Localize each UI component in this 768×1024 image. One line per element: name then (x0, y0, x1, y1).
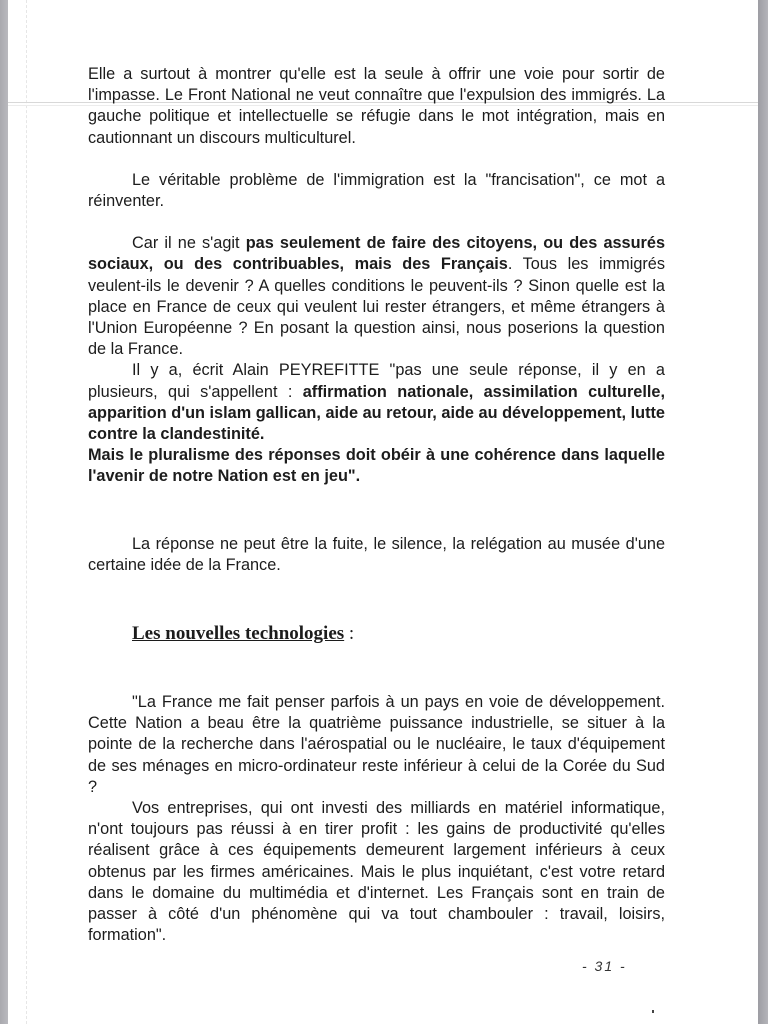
viewer-right-scrollbar[interactable] (758, 0, 768, 1024)
section-heading-suffix: : (344, 623, 355, 645)
paragraph-quote-entreprises: Vos entreprises, qui ont investi des milliards en matériel informatique, n'ont toujours pas réussi à en tirer profit : les gains de productivité qu'elles réalisent grâce à ces équipements demeurent largement inférieurs à ceux obtenus par les firmes américaines. Mais le plus inquiétant, c'est votre retard dans le domaine du multimédia et d'internet. Les Français sont en train de passer à côté d'un phénomène qui va tout chambouler : travail, loisirs, formation". (88, 799, 665, 945)
scan-guide-line-vertical (26, 0, 27, 1024)
paragraph-citizens (88, 233, 665, 360)
paragraph-francisation: Le véritable problème de l'immigration est la "francisation", ce mot a réinventer. (88, 170, 665, 211)
paragraph-peyrefitte-lead: Il y a, écrit Alain PEYREFITTE "pas une seule réponse, il y en a plusieurs, qui s'appellent : (88, 361, 665, 401)
paragraph-peyrefitte (88, 360, 665, 445)
section-heading (88, 622, 665, 646)
document-page (88, 64, 665, 947)
paragraph-reponse: La réponse ne peut être la fuite, le silence, la relégation au musée d'une certaine idée de la France. (88, 534, 665, 574)
section-heading-title: Les nouvelles technologies (132, 623, 345, 645)
paragraph-pluralisme-bold: Mais le pluralisme des réponses doit obéir à une cohérence dans laquelle l'avenir de notre Nation est en jeu". (88, 446, 665, 486)
paragraph-citizens-tail: . Tous les immigrés veulent-ils le devenir ? A quelles conditions le peuvent-ils ? Sinon quelle est la place en France de ceux qui veulent lui rester étrangers, et même étrangers à l'Union Européenne ? En posant la question ainsi, nous poserions la question de la France. (88, 255, 665, 359)
viewer-left-border (0, 0, 8, 1024)
paragraph-quote-france: "La France me fait penser parfois à un pays en voie de développement. Cette Nation a beau être la quatrième puissance industrielle, se situer à la pointe de la recherche dans l'aérospatial ou le nucléaire, le taux d'équipement de ses ménages en micro-ordinateur reste inférieur à celui de la Corée du Sud ? (88, 693, 665, 796)
paragraph-peyrefitte-bold: affirmation nationale, assimilation culturelle, apparition d'un islam gallican, aide au retour, aide au développement, lutte contre la clandestinité. (88, 382, 665, 444)
page-number: - 31 - (582, 958, 627, 974)
paragraph-pluralisme (88, 445, 665, 487)
paragraph-citizens-bold: pas seulement de faire des citoyens, ou des assurés sociaux, ou des contribuables, mais des Français (88, 234, 665, 274)
paragraph-intro: Elle a surtout à montrer qu'elle est la seule à offrir une voie pour sortir de l'impasse. Le Front National ne veut connaître que l'expulsion des immigrés. La gauche politique et intellectuelle se réfugie dans le mot intégration, mais en cautionnant un discours multiculturel. (88, 65, 665, 147)
scan-speck (652, 1010, 654, 1013)
paragraph-citizens-lead: Car il ne s'agit (132, 234, 246, 253)
